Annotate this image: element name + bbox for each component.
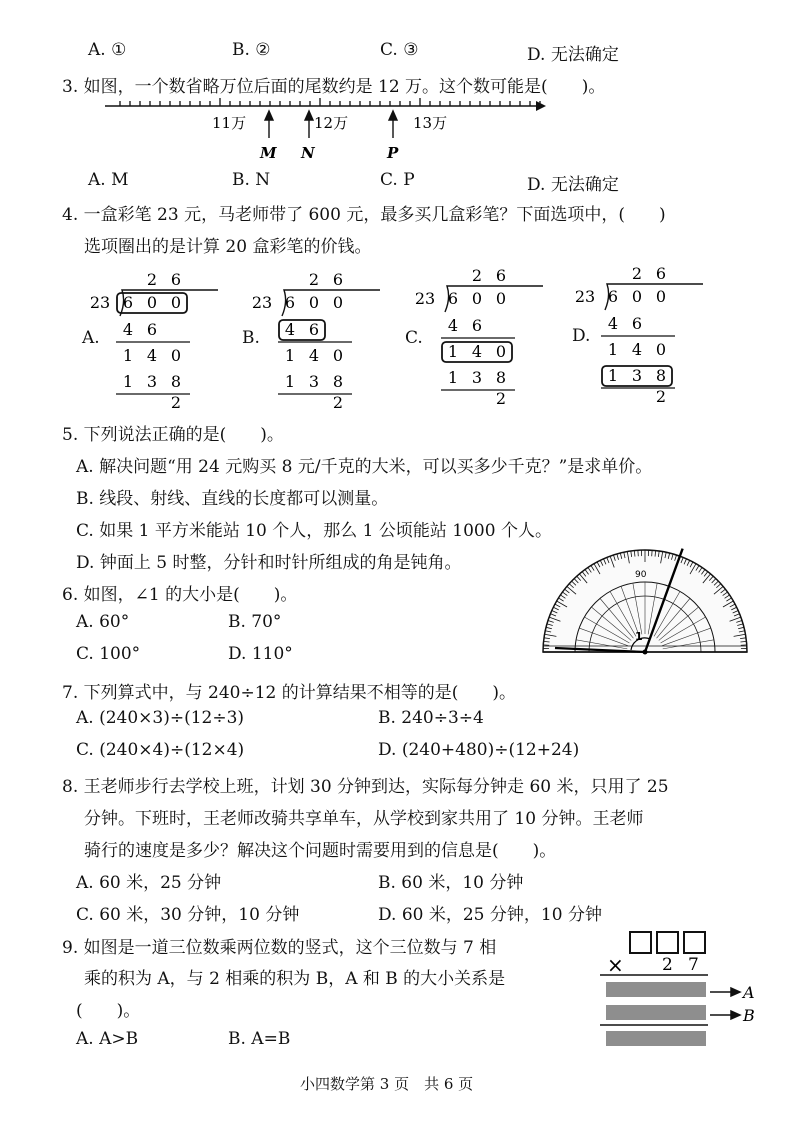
dividend-digit: 0 [471, 289, 483, 308]
step3-digit: 1 [607, 366, 619, 385]
q4-stem-line2: 选项圈出的是计算 20 盒彩笔的价钱。 [84, 237, 372, 257]
q6-option-b[interactable]: B. 70° [228, 612, 282, 632]
q9-arrow-label-b: B [743, 1006, 755, 1025]
quotient-digit: 6 [170, 270, 182, 289]
step1-digit: 4 [284, 320, 296, 339]
q7-stem: 7. 下列算式中，与 240÷12 的计算结果不相等的是( )。 [62, 683, 517, 703]
q5-option-b[interactable]: B. 线段、射线、直线的长度都可以测量。 [76, 489, 389, 509]
q8-option-a[interactable]: A. 60 米，25 分钟 [76, 873, 222, 893]
remainder-digit: 2 [170, 393, 182, 412]
q9-hidden-row-1 [606, 982, 706, 997]
dividend-digit: 6 [122, 293, 134, 312]
q9-line1: 9. 如图是一道三位数乘两位数的竖式，这个三位数与 7 相 [62, 938, 497, 958]
q8-line2: 分钟。下班时，王老师改骑共享单车，从学校到家共用了 10 分钟。王老师 [84, 809, 644, 829]
step2-digit: 0 [495, 342, 507, 361]
q3-point-m: M [260, 144, 277, 162]
q3-option-a[interactable]: A. M [88, 170, 129, 190]
dividend-digit: 6 [284, 293, 296, 312]
step3-digit: 1 [447, 368, 459, 387]
step2-digit: 1 [284, 346, 296, 365]
step1-digit: 4 [122, 320, 134, 339]
q6-angle-label: 1 [635, 630, 643, 643]
q8-option-d[interactable]: D. 60 米，25 分钟，10 分钟 [378, 905, 602, 925]
step2-digit: 1 [447, 342, 459, 361]
divisor: 23 [414, 289, 436, 308]
step2-digit: 0 [332, 346, 344, 365]
step2-digit: 4 [631, 340, 643, 359]
q6-option-d[interactable]: D. 110° [228, 644, 293, 664]
q9-option-b[interactable]: B. A=B [228, 1029, 291, 1049]
q3-stem: 3. 如图，一个数省略万位后面的尾数约是 12 万。这个数可能是( )。 [62, 77, 606, 97]
step1-digit: 6 [631, 314, 643, 333]
q7-option-a[interactable]: A. (240×3)÷(12÷3) [76, 708, 245, 728]
step3-digit: 3 [146, 372, 158, 391]
step2-digit: 1 [607, 340, 619, 359]
q9-hidden-result [606, 1031, 706, 1046]
q4-option-c-letter[interactable]: C. [405, 328, 423, 348]
dividend-digit: 0 [332, 293, 344, 312]
q7-option-d[interactable]: D. (240+480)÷(12+24) [378, 740, 580, 760]
dividend-digit: 6 [607, 287, 619, 306]
q3-point-n: N [301, 144, 315, 162]
q8-option-b[interactable]: B. 60 米，10 分钟 [378, 873, 524, 893]
q6-option-c[interactable]: C. 100° [76, 644, 141, 664]
quotient-digit: 6 [655, 264, 667, 283]
q2-option-d[interactable]: D. 无法确定 [527, 45, 619, 65]
step2-digit: 4 [308, 346, 320, 365]
q2-option-b[interactable]: B. ② [232, 40, 271, 60]
step1-digit: 6 [308, 320, 320, 339]
q9-times-sign: × [607, 953, 624, 977]
dividend-digit: 0 [170, 293, 182, 312]
q6-stem: 6. 如图，∠1 的大小是( )。 [62, 585, 298, 605]
q3-option-c[interactable]: C. P [380, 170, 415, 190]
remainder-digit: 2 [495, 389, 507, 408]
q4-stem-line1: 4. 一盒彩笔 23 元，马老师带了 600 元，最多买几盒彩笔？下面选项中，( ) [62, 205, 666, 225]
q9-blank-box-2 [657, 932, 678, 953]
dividend-digit: 0 [631, 287, 643, 306]
q4-option-d-letter[interactable]: D. [572, 326, 591, 346]
dividend-digit: 6 [447, 289, 459, 308]
q8-option-c[interactable]: C. 60 米，30 分钟，10 分钟 [76, 905, 300, 925]
quotient-digit: 2 [631, 264, 643, 283]
q3-label-11wan: 11万 [212, 114, 247, 132]
step3-digit: 1 [284, 372, 296, 391]
remainder-digit: 2 [332, 393, 344, 412]
q9-line3: ( )。 [76, 1001, 141, 1021]
dividend-digit: 0 [146, 293, 158, 312]
q3-point-p: P [387, 144, 399, 162]
q4-option-b-letter[interactable]: B. [242, 328, 260, 348]
step2-digit: 4 [146, 346, 158, 365]
quotient-digit: 2 [146, 270, 158, 289]
q2-option-a[interactable]: A. ① [88, 40, 127, 60]
divisor: 23 [89, 293, 111, 312]
q4-option-a-letter[interactable]: A. [82, 328, 100, 348]
q3-option-b[interactable]: B. N [232, 170, 271, 190]
quotient-digit: 2 [308, 270, 320, 289]
q5-option-a[interactable]: A. 解决问题“用 24 元购买 8 元/千克的大米，可以买多少千克？”是求单价。 [76, 457, 653, 477]
q8-line1: 8. 王老师步行去学校上班，计划 30 分钟到达，实际每分钟走 60 米，只用了 25 [62, 777, 669, 797]
q5-option-d[interactable]: D. 钟面上 5 时整，分针和时针所组成的角是钝角。 [76, 553, 462, 573]
dividend-digit: 0 [495, 289, 507, 308]
q9-blank-box-1 [630, 932, 651, 953]
q9-multiplier-tens: 2 [662, 955, 673, 975]
step3-digit: 3 [308, 372, 320, 391]
quotient-digit: 6 [495, 266, 507, 285]
q5-option-c[interactable]: C. 如果 1 平方米能站 10 个人，那么 1 公顷能站 1000 个人。 [76, 521, 552, 541]
step3-digit: 3 [631, 366, 643, 385]
q9-blank-box-3 [684, 932, 705, 953]
step3-digit: 8 [655, 366, 667, 385]
dividend-digit: 0 [308, 293, 320, 312]
step3-digit: 3 [471, 368, 483, 387]
quotient-digit: 6 [332, 270, 344, 289]
step2-digit: 0 [655, 340, 667, 359]
step1-digit: 6 [146, 320, 158, 339]
q2-option-c[interactable]: C. ③ [380, 40, 419, 60]
q7-option-c[interactable]: C. (240×4)÷(12×4) [76, 740, 245, 760]
quotient-digit: 2 [471, 266, 483, 285]
q9-multiplier-ones: 7 [688, 955, 699, 975]
divisor: 23 [251, 293, 273, 312]
q9-option-a[interactable]: A. A>B [76, 1029, 139, 1049]
q8-line3: 骑行的速度是多少？解决这个问题时需要用到的信息是( )。 [84, 841, 557, 861]
divisor: 23 [574, 287, 596, 306]
step2-digit: 1 [122, 346, 134, 365]
q9-hidden-row-2 [606, 1005, 706, 1020]
step3-digit: 8 [495, 368, 507, 387]
q3-option-d[interactable]: D. 无法确定 [527, 175, 619, 195]
q7-option-b[interactable]: B. 240÷3÷4 [378, 708, 484, 728]
step2-digit: 4 [471, 342, 483, 361]
q9-arrow-label-a: A [743, 983, 755, 1002]
q9-line2: 乘的积为 A，与 2 相乘的积为 B，A 和 B 的大小关系是 [84, 969, 506, 989]
q3-label-12wan: 12万 [314, 114, 349, 132]
step1-digit: 6 [471, 316, 483, 335]
step1-digit: 4 [607, 314, 619, 333]
step3-digit: 8 [332, 372, 344, 391]
step2-digit: 0 [170, 346, 182, 365]
q3-label-13wan: 13万 [413, 114, 448, 132]
step1-digit: 4 [447, 316, 459, 335]
q6-option-a[interactable]: A. 60° [76, 612, 130, 632]
remainder-digit: 2 [655, 387, 667, 406]
q5-stem: 5. 下列说法正确的是( )。 [62, 425, 284, 445]
q6-protractor-90: 90 [635, 570, 647, 580]
dividend-digit: 0 [655, 287, 667, 306]
page-footer: 小四数学第 3 页 共 6 页 [300, 1075, 474, 1093]
step3-digit: 8 [170, 372, 182, 391]
step3-digit: 1 [122, 372, 134, 391]
